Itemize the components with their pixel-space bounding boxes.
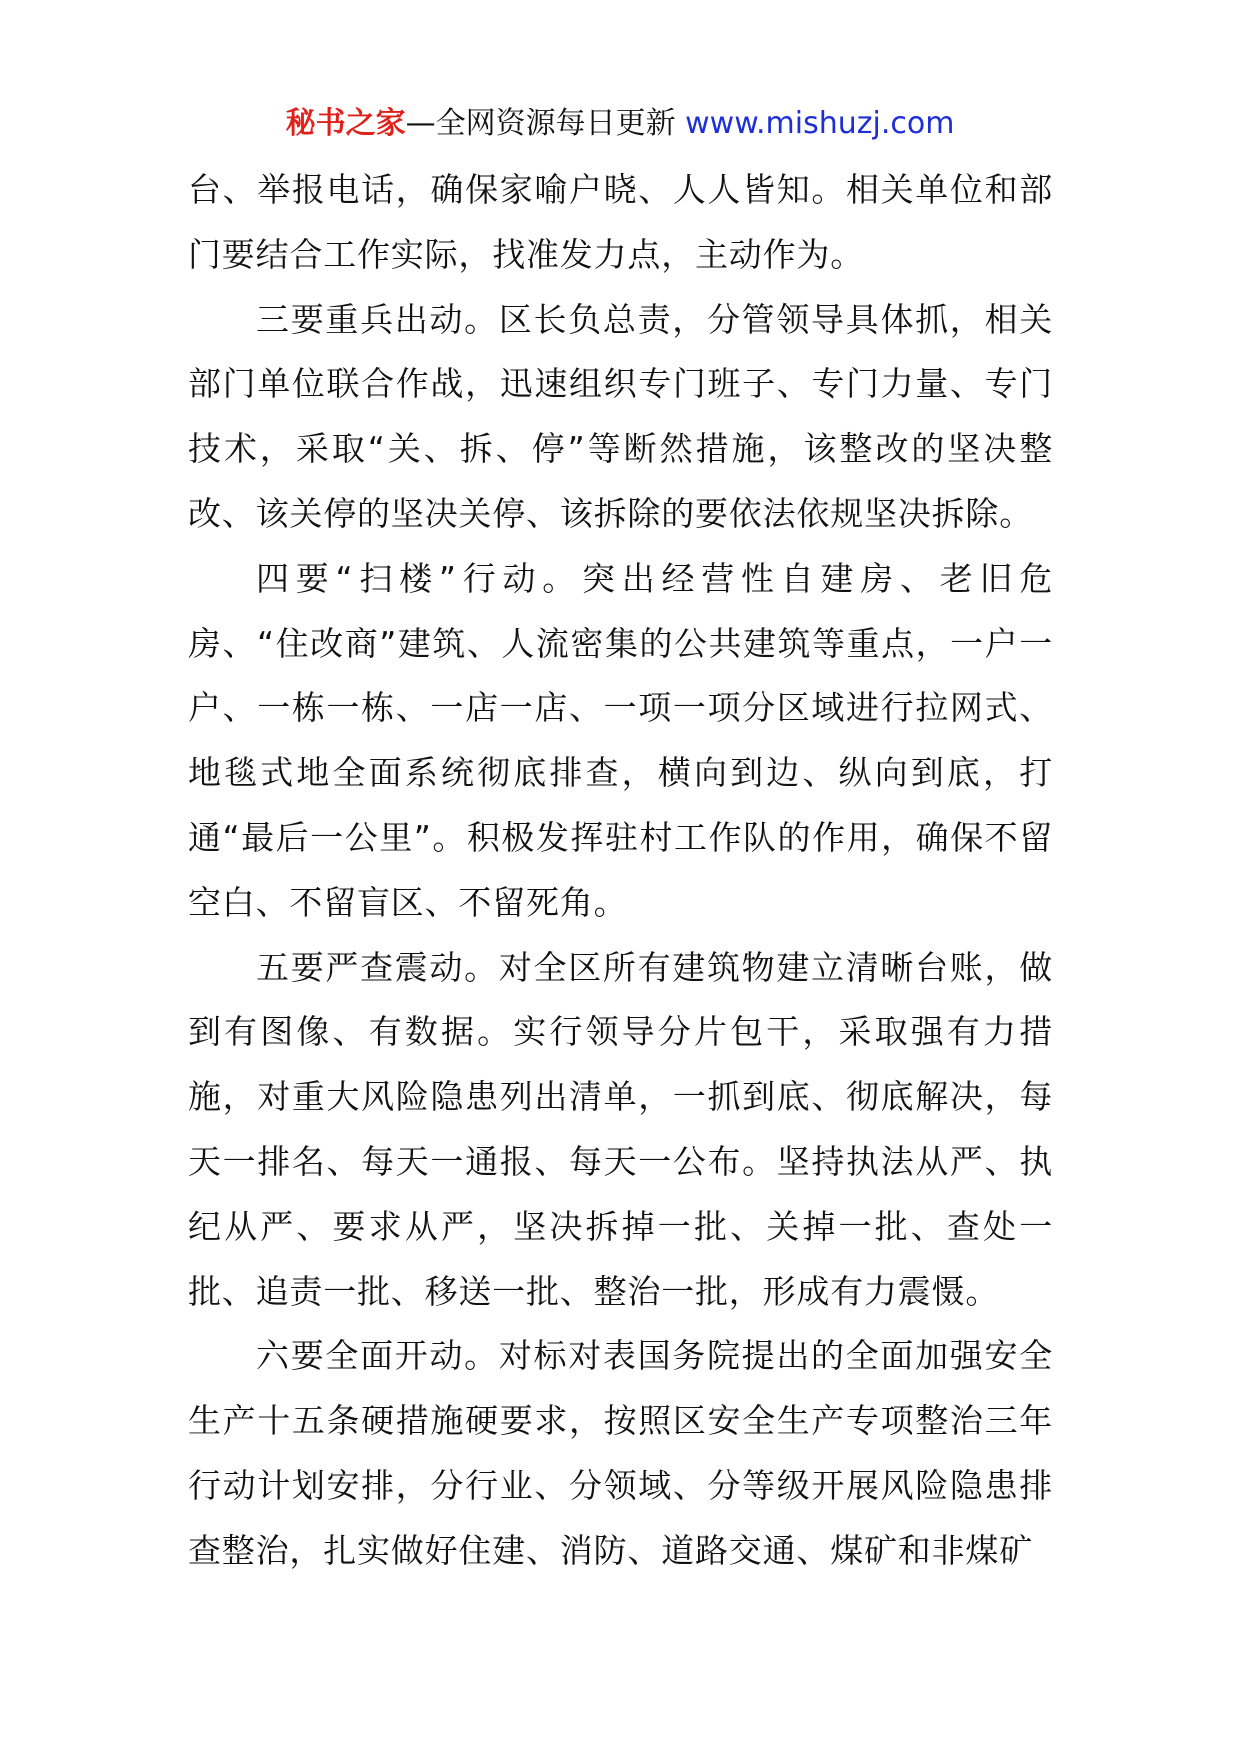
paragraph-six: 六要全面开动。对标对表国务院提出的全面加强安全生产十五条硬措施硬要求，按照区安全生产专项整治三年行动计划安排，分行业、分领域、分等级开展风险隐患排查整治，扎实做好住建、消防、道路交通、煤矿和非煤矿 xyxy=(188,1336,1053,1570)
brand-name: 秘书之家 xyxy=(285,106,406,141)
header-tagline: —全网资源每日更新 xyxy=(405,106,676,141)
paragraph-four: 四要“扫楼”行动。突出经营性自建房、老旧危房、“住改商”建筑、人流密集的公共建筑等重点，一户一户、一栋一栋、一店一店、一项一项分区域进行拉网式、地毯式地全面系统彻底排查，横向到边、纵向到底，打通“最后一公里”。积极发挥驻村工作队的作用，确保不留空白、不留盲区、不留死角。 xyxy=(188,558,1053,922)
paragraph-three: 三要重兵出动。区长负总责，分管领导具体抓，相关部门单位联合作战，迅速组织专门班子、专门力量、专门技术，采取“关、拆、停”等断然措施，该整改的坚决整改、该关停的坚决关停、该拆除的要依法依规坚决拆除。 xyxy=(188,299,1053,533)
paragraph-continued: 台、举报电话，确保家喻户晓、人人皆知。相关单位和部门要结合工作实际，找准发力点，主动作为。 xyxy=(188,170,1053,274)
paragraph-five: 五要严查震动。对全区所有建筑物建立清晰台账，做到有图像、有数据。实行领导分片包干，采取强有力措施，对重大风险隐患列出清单，一抓到底、彻底解决，每天一排名、每天一通报、每天一公布。坚持执法从严、执纪从严、要求从严，坚决拆掉一批、关掉一批、查处一批、追责一批、移送一批、整治一批，形成有力震慑。 xyxy=(188,947,1053,1311)
header-url-link[interactable]: www.mishuzj.com xyxy=(685,106,955,141)
watermark-header xyxy=(0,100,1240,148)
document-body xyxy=(188,158,1053,1584)
